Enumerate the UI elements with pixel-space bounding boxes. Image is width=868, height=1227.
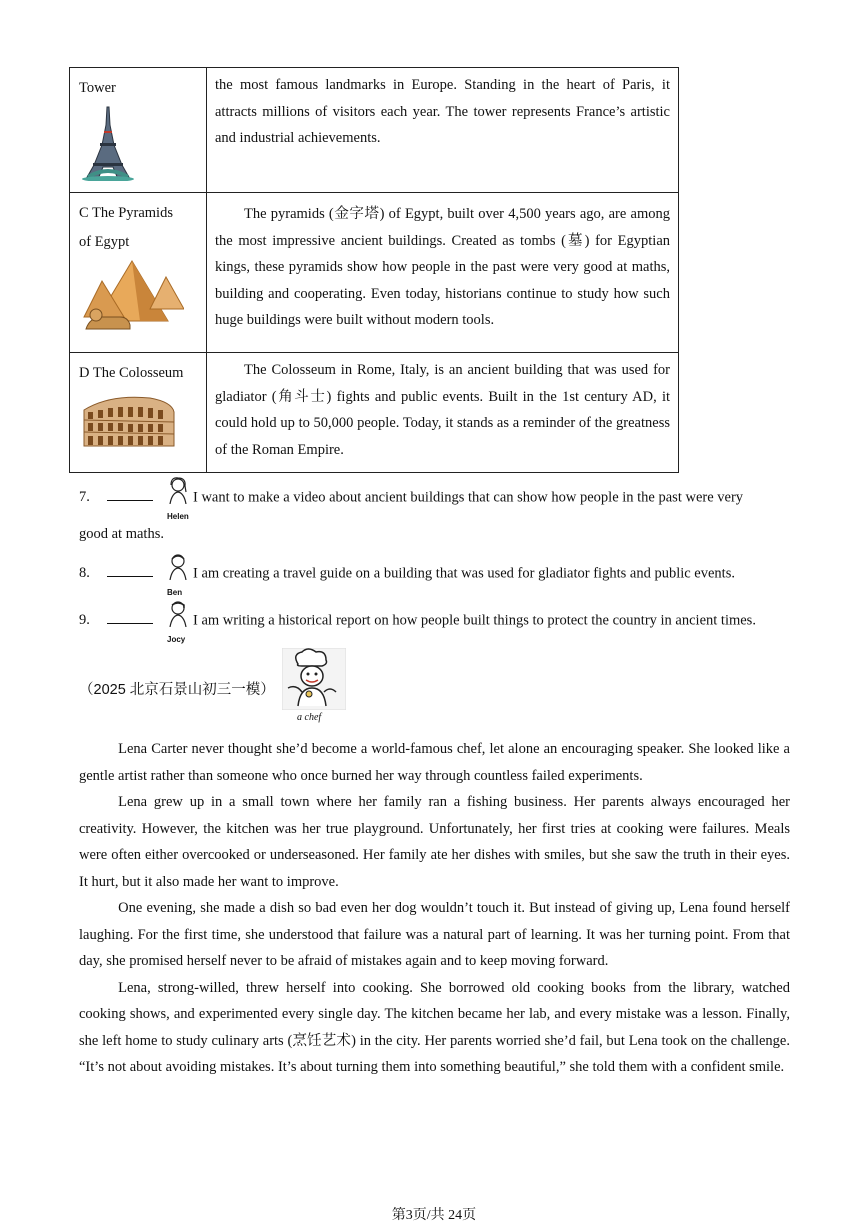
- person-name: Helen: [167, 512, 189, 521]
- question-number: 8.: [79, 565, 90, 582]
- exam-source: （2025 北京石景山初三一模）: [79, 682, 275, 698]
- person-name: Jocy: [167, 635, 186, 644]
- chef-illustration-icon: [282, 648, 346, 710]
- landmark-description: The pyramids (金字塔) of Egypt, built over 4,500 years ago, are among the most impressive ancient buildings. Created as tombs (墓) for Egyptian kings, these pyramids show how people in the past were very good at maths, building and cooperating. Even today, historians continue to study how such huge buildings were built without modern tools.: [215, 206, 670, 328]
- landmark-name: D The Colosseum: [79, 365, 184, 381]
- paragraph: Lena, strong-willed, threw herself into cooking. She borrowed old cooking books from the library, watched cooking shows, and experimented every single day. The kitchen became her lab, and every mistake was a lesson. Finally, she left home to study culinary arts (烹饪艺术) in the city. Her parents worried she’d fail, but Lena took on the challenge. “It’s not about avoiding mistakes. It’s about turning them into something beautiful,” she told them with a confident smile.: [79, 979, 790, 1075]
- eiffel-tower-icon: [80, 105, 136, 181]
- landmark-name: C The Pyramids: [79, 205, 173, 221]
- person-avatar: [167, 482, 191, 521]
- table-row-tower: [70, 68, 679, 193]
- page-footer: 第3页/共 24页: [391, 1208, 477, 1223]
- name-cell: [70, 68, 207, 193]
- helen-portrait-icon: [167, 476, 189, 504]
- question-text: I am writing a historical report on how people built things to protect the country in ancient times.: [193, 612, 756, 629]
- landmark-description: the most famous landmarks in Europe. Standing in the heart of Paris, it attracts millions of visitors each year. The tower represents France’s artistic and industrial achievements.: [215, 77, 670, 146]
- paragraph: Lena Carter never thought she’d become a world-famous chef, let alone an encouraging speaker. She looked like a gentle artist rather than someone who once burned her way through countless failed experiments.: [79, 741, 790, 784]
- question-text: I am creating a travel guide on a building that was used for gladiator fights and public events.: [193, 565, 735, 582]
- jocy-portrait-icon: [167, 599, 189, 627]
- reading-passage: [79, 736, 790, 1081]
- landmarks-table: [69, 67, 679, 473]
- landmark-description: The Colosseum in Rome, Italy, is an ancient building that was used for gladiator (角斗士) fights and public events. Built in the 1st century AD, it could hold up to 50,000 people. Today, it stands as a reminder of the greatness of the Roman Empire.: [215, 362, 670, 458]
- question-text: I want to make a video about ancient buildings that can show how people in the past were very: [193, 489, 744, 506]
- answer-blank[interactable]: [107, 609, 153, 624]
- person-name: Ben: [167, 588, 183, 597]
- landmark-name-line-2: of Egypt: [79, 234, 130, 250]
- chef-caption: a chef: [297, 712, 322, 723]
- description-cell: [207, 193, 679, 353]
- paragraph: Lena grew up in a small town where her family ran a fishing business. Her parents always encouraged her creativity. However, the kitchen was her true playground. Unfortunately, her first tries at cooking were failures. Meals were often either overcooked or underseasoned. Her family ate her dishes with smiles, but she saw the truth in their eyes. It hurt, but it also made her want to improve.: [79, 794, 790, 890]
- landmark-name: Tower: [79, 80, 116, 96]
- paragraph: One evening, she made a dish so bad even her dog wouldn’t touch it. But instead of giving up, Lena found herself laughing. For the first time, she understood that failure was a natural part of learning. It was her turning point. From that day, she promised herself never to be afraid of mistakes again and to keep moving forward.: [79, 900, 790, 969]
- answer-blank[interactable]: [107, 562, 153, 577]
- name-cell: [70, 353, 207, 473]
- question-7: [79, 482, 744, 521]
- person-avatar: [167, 558, 191, 597]
- description-cell: [207, 353, 679, 473]
- table-row-colosseum: [70, 353, 679, 473]
- person-avatar: [167, 605, 191, 644]
- table-row-pyramids: [70, 193, 679, 353]
- question-number: 9.: [79, 612, 90, 629]
- question-8: [79, 558, 735, 597]
- description-cell: [207, 68, 679, 193]
- answer-blank[interactable]: [107, 486, 153, 501]
- pyramids-icon: [80, 259, 184, 331]
- name-cell: [70, 193, 207, 353]
- question-number: 7.: [79, 489, 90, 506]
- question-7-continuation: good at maths.: [79, 526, 164, 542]
- colosseum-icon: [80, 390, 176, 448]
- ben-portrait-icon: [167, 552, 189, 580]
- question-9: [79, 605, 756, 644]
